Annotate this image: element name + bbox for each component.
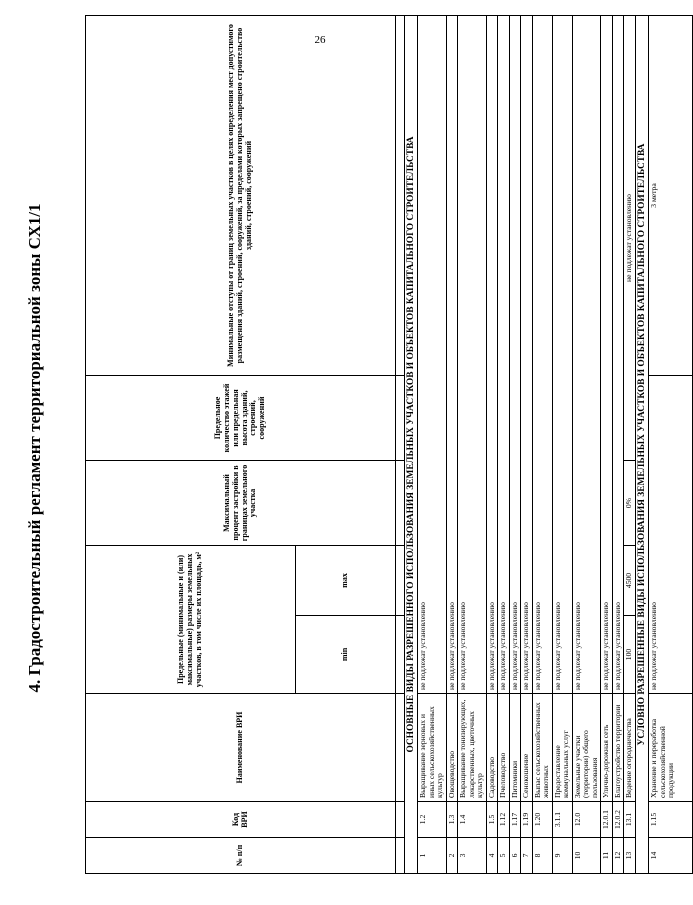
cell-name: Выращивание зерновых и иных сельскохозяйственных культур (418, 694, 447, 802)
table-row (532, 16, 552, 874)
column-number-row (396, 16, 405, 874)
cell-size: не подлежат установлению (532, 16, 552, 694)
table-row (612, 16, 624, 874)
table-row (601, 16, 613, 874)
cell-name: Предоставление коммунальных услуг (552, 694, 572, 802)
cell-name: Выпас сельскохозяйственных животных (532, 694, 552, 802)
cell-n: 10 (572, 838, 601, 874)
section-conditional-row (635, 16, 649, 874)
section-main-row (404, 16, 418, 874)
header-num: № п/п (86, 838, 396, 874)
main-rows (418, 16, 624, 874)
table-row (509, 16, 521, 874)
cell-code: 12.0.1 (601, 802, 613, 838)
cell-size: не подлежат установлению (458, 16, 487, 694)
cell-size: не подлежат установлению (486, 16, 498, 694)
table-row (486, 16, 498, 874)
cell-code: 12.0.2 (612, 802, 624, 838)
cell-size: не подлежат установлению (498, 16, 510, 694)
table-row (446, 16, 458, 874)
cell-name: Питомники (509, 694, 521, 802)
table-header-row (86, 16, 296, 874)
cell-size: не подлежат установлению (509, 16, 521, 694)
cell-name: Выращивание тонизирующих, лекарственных, цветочных культур (458, 694, 487, 802)
table-row (521, 16, 533, 874)
cell-size: не подлежат установлению (601, 16, 613, 694)
cell-code: 1.3 (446, 802, 458, 838)
cell-size: не подлежат установлению (521, 16, 533, 694)
section-conditional: УСЛОВНО РАЗРЕШЕННЫЕ ВИДЫ ИСПОЛЬЗОВАНИЯ ЗЕМЕЛЬНЫХ УЧАСТКОВ И ОБЪЕКТОВ КАПИТАЛЬНОГО СТРОИТЕЛЬСТВА (635, 16, 649, 874)
cell-n: 9 (552, 838, 572, 874)
cell-code: 1.17 (509, 802, 521, 838)
cell-size: не подлежат установлению (418, 16, 447, 694)
header-setback: Минимальные отступы от границ земельных участков в целях определения мест допустимого размещения зданий, строений, сооружений, за пределами которых запрещено строительство зданий, строений, сооружений (86, 16, 396, 376)
cell-code: 1.20 (532, 802, 552, 838)
header-floors: Предельное количество этажей или предельная высота зданий, строений, сооружений (86, 376, 396, 461)
header-min: min (296, 616, 396, 694)
cell-n: 6 (509, 838, 521, 874)
cell-code: 1.2 (418, 802, 447, 838)
cell-size: не подлежат установлению (552, 16, 572, 694)
row13-percent: 0% (624, 461, 636, 546)
row13-max: 4500 (624, 546, 636, 616)
table-row-13: 13 13.1 Ведение огородничества 100 4500 0% не подлежат установлению (624, 16, 636, 874)
cell-name: Овощеводство (446, 694, 458, 802)
page-number: 26 (314, 34, 326, 46)
table-row (458, 16, 487, 874)
cell-name: Земельные участки (территории) общего пользования (572, 694, 601, 802)
header-code: Код ВРИ (86, 802, 396, 838)
cell-n: 12 (612, 838, 624, 874)
header-percent: Максимальный процент застройки в границах земельного участка (86, 461, 396, 546)
row14-size: не подлежат установлению (649, 376, 693, 694)
cell-n: 7 (521, 838, 533, 874)
cell-size: не подлежат установлению (446, 16, 458, 694)
cell-code: 1.12 (498, 802, 510, 838)
document-title: 4. Градостроительный регламент территориальной зоны СХ1/1 (25, 203, 44, 693)
header-max: max (296, 546, 396, 616)
cell-code: 3.1.1 (552, 802, 572, 838)
row13-min: 100 (624, 616, 636, 694)
table-row (572, 16, 601, 874)
regulation-table (85, 15, 693, 874)
rotated-page (25, 18, 676, 878)
cell-size: не подлежат установлению (612, 16, 624, 694)
cell-code: 1.4 (458, 802, 487, 838)
row13-rest: не подлежат установлению (624, 16, 636, 461)
table-row (418, 16, 447, 874)
cell-n: 2 (446, 838, 458, 874)
table-row (552, 16, 572, 874)
cell-name: Улично-дорожная сеть (601, 694, 613, 802)
table-row (498, 16, 510, 874)
cell-n: 3 (458, 838, 487, 874)
cell-n: 1 (418, 838, 447, 874)
cell-n: 4 (486, 838, 498, 874)
cell-n: 8 (532, 838, 552, 874)
table-row-14: 14 1.15 Хранение и переработка сельскохозяйственной продукции не подлежат установлению 3 метра (649, 16, 693, 874)
cell-name: Пчеловодство (498, 694, 510, 802)
header-name: Наименование ВРИ (86, 694, 396, 802)
cell-n: 11 (601, 838, 613, 874)
cell-name: Садоводство (486, 694, 498, 802)
row14-setback: 3 метра (649, 16, 693, 376)
cell-size: не подлежат установлению (572, 16, 601, 694)
header-size: Предельные (минимальные и (или) максимальные) размеры земельных участков, в том числе их площадь, м² (86, 546, 296, 694)
cell-code: 1.19 (521, 802, 533, 838)
section-main: ОСНОВНЫЕ ВИДЫ РАЗРЕШЕННОГО ИСПОЛЬЗОВАНИЯ ЗЕМЕЛЬНЫХ УЧАСТКОВ И ОБЪЕКТОВ КАПИТАЛЬНОГО СТРОИТЕЛЬСТВА (404, 16, 418, 874)
cell-code: 12.0 (572, 802, 601, 838)
cell-name: Благоустройство территории (612, 694, 624, 802)
cell-n: 5 (498, 838, 510, 874)
cell-code: 1.5 (486, 802, 498, 838)
cell-name: Сенокошение (521, 694, 533, 802)
